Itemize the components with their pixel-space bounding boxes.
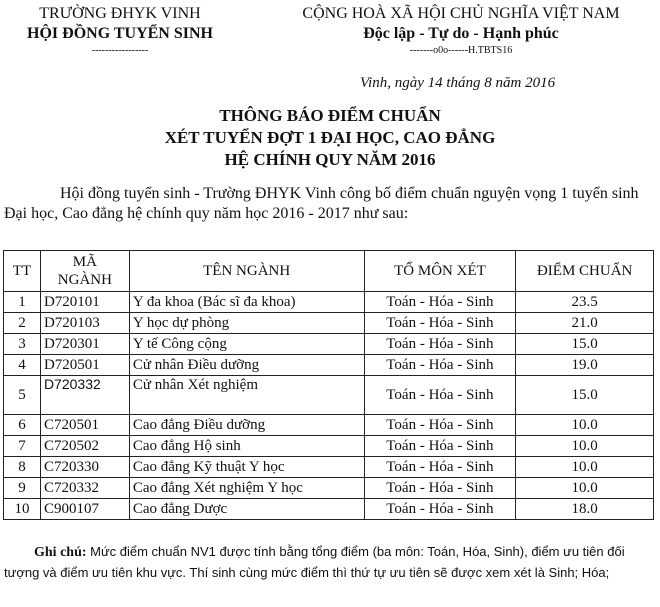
table-row [4, 334, 654, 355]
table-row [4, 376, 654, 415]
row-score: 10.0 [516, 436, 654, 457]
country-name: CỘNG HOÀ XÃ HỘI CHỦ NGHĨA VIỆT NAM [302, 5, 620, 22]
note-paragraph [4, 542, 656, 583]
row-code: C720332 [40, 478, 129, 499]
row-score: 10.0 [516, 478, 654, 499]
table-row [4, 313, 654, 334]
row-score: 15.0 [516, 334, 654, 355]
row-name: Y đa khoa (Bác sĩ đa khoa) [129, 292, 364, 313]
row-tt: 9 [4, 478, 41, 499]
row-code: C720330 [40, 457, 129, 478]
header-score: ĐIỂM CHUẨN [516, 251, 654, 292]
row-score: 21.0 [516, 313, 654, 334]
table-row [4, 436, 654, 457]
row-code: D720332 [40, 376, 129, 415]
table-row [4, 478, 654, 499]
row-name: Cao đẳng Kỹ thuật Y học [129, 457, 364, 478]
issue-date: Vinh, ngày 14 tháng 8 năm 2016 [360, 75, 556, 91]
row-code: C720502 [40, 436, 129, 457]
school-name: TRƯỜNG ĐHYK VINH [39, 5, 201, 22]
row-subjects: Toán - Hóa - Sinh [364, 478, 516, 499]
table-row [4, 355, 654, 376]
row-subjects: Toán - Hóa - Sinh [364, 457, 516, 478]
row-score: 10.0 [516, 457, 654, 478]
row-code: D720103 [40, 313, 129, 334]
row-tt: 7 [4, 436, 41, 457]
row-code: D720101 [40, 292, 129, 313]
row-tt: 6 [4, 415, 41, 436]
row-subjects: Toán - Hóa - Sinh [364, 376, 516, 415]
table-row [4, 292, 654, 313]
row-name: Cử nhân Điều dưỡng [129, 355, 364, 376]
row-code: D720501 [40, 355, 129, 376]
row-name: Cao đẳng Dược [129, 499, 364, 520]
header-code: MÃ NGÀNH [40, 251, 129, 292]
row-score: 10.0 [516, 415, 654, 436]
row-tt: 10 [4, 499, 41, 520]
row-score: 18.0 [516, 499, 654, 520]
note-label: Ghi chú: [34, 545, 87, 560]
row-name: Cao đẳng Điều dưỡng [129, 415, 364, 436]
row-code: C720501 [40, 415, 129, 436]
row-score: 15.0 [516, 376, 654, 415]
row-code: D720301 [40, 334, 129, 355]
row-subjects: Toán - Hóa - Sinh [364, 334, 516, 355]
header-left-divider: ----------------- [91, 45, 149, 56]
row-name: Y tế Công cộng [129, 334, 364, 355]
row-name: Cử nhân Xét nghiệm [129, 376, 364, 415]
header-right [262, 4, 660, 58]
intro-paragraph: Hội đồng tuyển sinh - Trường ĐHYK Vinh công bố điểm chuẩn nguyện vọng 1 tuyển sinh Đại học, Cao đẳng hệ chính quy năm học 2016 - 2017 như sau: [4, 185, 639, 222]
title-line-1: THÔNG BÁO ĐIỂM CHUẨN [219, 106, 441, 125]
header-subjects: TỔ MÔN XÉT [364, 251, 516, 292]
row-name: Cao đẳng Xét nghiệm Y học [129, 478, 364, 499]
row-tt: 4 [4, 355, 41, 376]
row-tt: 5 [4, 376, 41, 415]
row-score: 19.0 [516, 355, 654, 376]
header-name: TÊN NGÀNH [129, 251, 364, 292]
council-name: HỘI ĐỒNG TUYỂN SINH [27, 25, 213, 42]
row-subjects: Toán - Hóa - Sinh [364, 292, 516, 313]
title-line-3: HỆ CHÍNH QUY NĂM 2016 [224, 150, 436, 169]
row-name: Cao đẳng Hộ sinh [129, 436, 364, 457]
row-tt: 3 [4, 334, 41, 355]
header-left [0, 4, 240, 58]
row-subjects: Toán - Hóa - Sinh [364, 415, 516, 436]
table-row [4, 415, 654, 436]
row-tt: 2 [4, 313, 41, 334]
header-tt: TT [4, 251, 41, 292]
row-tt: 1 [4, 292, 41, 313]
row-subjects: Toán - Hóa - Sinh [364, 313, 516, 334]
national-motto: Độc lập - Tự do - Hạnh phúc [363, 25, 559, 42]
row-subjects: Toán - Hóa - Sinh [364, 436, 516, 457]
row-code: C900107 [40, 499, 129, 520]
title-line-2: XÉT TUYỂN ĐỢT 1 ĐẠI HỌC, CAO ĐẲNG [164, 128, 496, 147]
score-table [3, 250, 654, 520]
row-tt: 8 [4, 457, 41, 478]
table-row [4, 499, 654, 520]
row-subjects: Toán - Hóa - Sinh [364, 355, 516, 376]
document-reference: -------o0o------H.TBTS16 [409, 45, 513, 56]
note-text: Mức điểm chuẩn NV1 được tính bằng tổng điểm (ba môn: Toán, Hóa, Sinh), điểm ưu tiên đối tượng và điểm ưu tiên khu vực. Thí sinh cùng mức điểm thì thứ tự ưu tiên sẽ được xem xét là Sinh; Hóa; [4, 544, 625, 580]
row-score: 23.5 [516, 292, 654, 313]
table-row [4, 457, 654, 478]
table-header-row [4, 251, 654, 292]
row-subjects: Toán - Hóa - Sinh [364, 499, 516, 520]
row-name: Y học dự phòng [129, 313, 364, 334]
